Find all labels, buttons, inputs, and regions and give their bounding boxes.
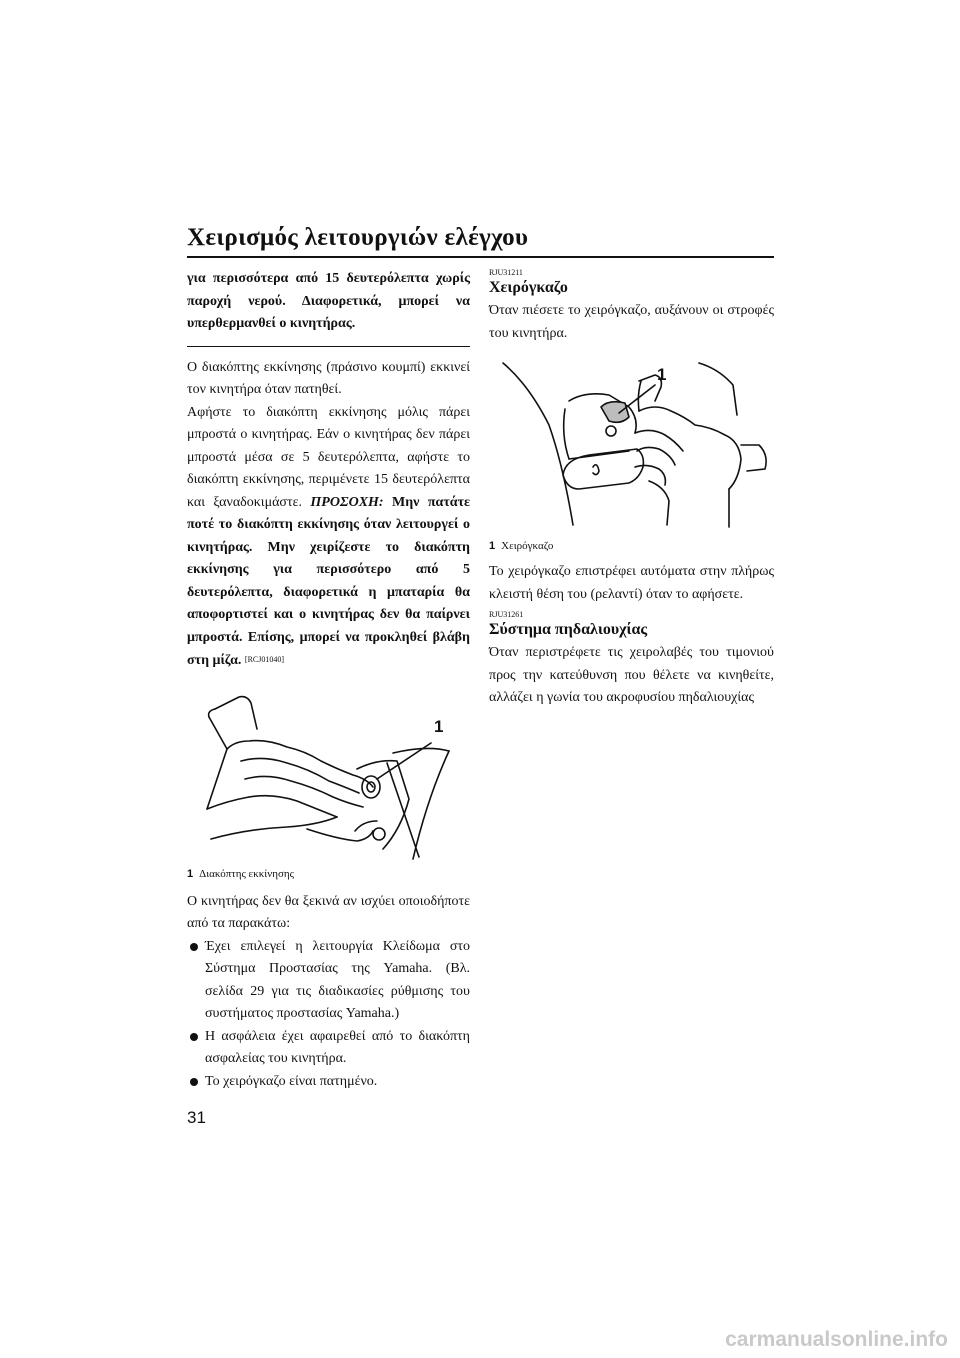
watermark: carmanualsonline.info	[725, 1328, 948, 1351]
list-item: Η ασφάλεια έχει αφαιρεθεί από το διακόπτη ασφαλείας του κινητήρα.	[187, 1026, 470, 1071]
start-switch-paragraph: Ο διακόπτης εκκίνησης (πράσινο κουμπί) εκκινεί τον κινητήρα όταν πατηθεί.	[187, 359, 470, 397]
no-start-conditions-list	[187, 936, 470, 1094]
figure2-callout: 1	[657, 365, 667, 384]
notice-code: [RCJ01040]	[244, 655, 285, 664]
start-instructions-text: Αφήστε το διακόπτη εκκίνησης μόλις πάρει μπροστά ο κινητήρας. Εάν ο κινητήρας δεν πάρει μπροστά μέσα σε 5 δευτερόλεπτα, αφήστε το διακόπτη εκκίνησης, περιμένετε 15 δευτερόλεπτα και ξαναδοκιμάστε.	[187, 404, 470, 510]
section2-text: Όταν περιστρέφετε τις χειρολαβές του τιμονιού προς την κατεύθυνση που θέλετε να κινηθείτε, αλλάζει η γωνία του ακροφυσίου πηδαλιουχίας	[489, 645, 774, 705]
list-item: Έχει επιλεγεί η λειτουργία Κλείδωμα στο Σύστημα Προστασίας της Yamaha. (Βλ. σελίδα 29 για τις διαδικασίες ρύθμισης του συστήματος προστασίας Yamaha.)	[187, 936, 470, 1026]
figure1-caption	[187, 867, 470, 881]
start-switch-illustration	[187, 689, 470, 863]
page-number: 31	[187, 1108, 206, 1127]
figure1-callout: 1	[434, 716, 444, 736]
start-instructions-paragraph	[187, 402, 470, 673]
notice-text: Μην πατάτε ποτέ το διακόπτη εκκίνησης όταν λειτουργεί ο κινητήρας. Μην χειρίζεστε το διακόπτη εκκίνησης για περισσότερο από 5 δευτερόλεπτα, διαφορετικά η μπαταρία θα αποφορτιστεί και ο κινητήρας δεν θα παίρνει μπροστά. Επίσης, μπορεί να προκληθεί βλάβη στη μίζα.	[187, 494, 471, 668]
section1-text: Όταν πιέσετε το χειρόγκαζο, αυξάνουν οι στροφές του κινητήρα.	[489, 303, 774, 341]
list-item: Το χειρόγκαζο είναι πατημένο.	[187, 1071, 470, 1094]
title-divider	[187, 256, 774, 258]
figure2-caption-number: 1	[489, 540, 496, 552]
figure1-caption-text: Διακόπτης εκκίνησης	[199, 867, 294, 880]
section2-title: Σύστημα πηδαλιουχίας	[489, 621, 648, 638]
section1-title: Χειρόγκαζο	[489, 279, 568, 296]
figure1-caption-number: 1	[187, 867, 194, 880]
warning-continuation: για περισσότερα από 15 δευτερόλεπτα χωρίς παροχή νερού. Διαφορετικά, μπορεί να υπερθερμανθεί ο κινητήρας.	[187, 271, 470, 331]
throttle-figure	[489, 355, 774, 535]
right-column	[489, 268, 774, 710]
figure2-caption	[489, 539, 774, 553]
page-title: Χειρισμός λειτουργιών ελέγχου	[187, 224, 529, 251]
no-start-conditions-paragraph: Ο κινητήρας δεν θα ξεκινά αν ισχύει οποιοδήποτε από τα παρακάτω:	[187, 893, 470, 931]
left-column	[187, 268, 470, 1093]
section1-code: RJU31211	[489, 268, 523, 277]
section1-after-text: Το χειρόγκαζο επιστρέφει αυτόματα στην πλήρως κλειστή θέση του (ρελαντί) όταν το αφήσετε.	[489, 564, 774, 602]
figure2-caption-text: Χειρόγκαζο	[501, 540, 554, 552]
throttle-illustration	[489, 355, 774, 535]
warning-divider	[187, 346, 470, 347]
section2-code: RJU31261	[489, 610, 524, 619]
notice-label: ΠΡΟΣΟΧΗ:	[310, 494, 384, 510]
start-switch-figure	[187, 689, 470, 863]
